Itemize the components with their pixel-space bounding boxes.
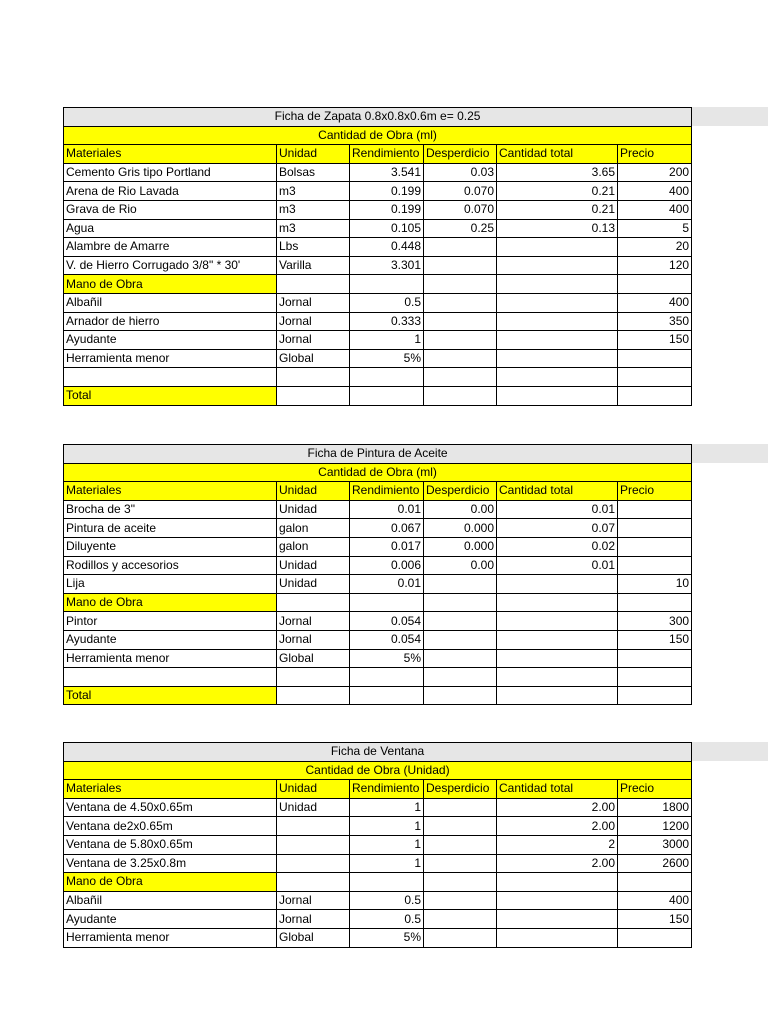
data-cell[interactable]: 0.070 [424, 200, 497, 219]
empty-cell[interactable] [350, 593, 424, 612]
table-row [64, 349, 692, 368]
empty-cell[interactable] [618, 873, 692, 892]
data-cell[interactable]: Jornal [277, 612, 350, 631]
data-cell[interactable] [497, 910, 618, 929]
data-cell[interactable] [424, 312, 497, 331]
sheet-ventana [63, 742, 692, 948]
table-row [64, 256, 692, 275]
table-row [64, 649, 692, 668]
data-cell[interactable]: 0.000 [424, 519, 497, 538]
data-cell[interactable]: 3000 [618, 835, 692, 854]
data-cell[interactable]: Alambre de Amarre [64, 238, 277, 257]
empty-cell[interactable] [497, 275, 618, 294]
data-cell[interactable]: galon [277, 519, 350, 538]
data-cell[interactable]: 1 [350, 854, 424, 873]
empty-cell[interactable] [350, 873, 424, 892]
table-title[interactable]: Ficha de Ventana [64, 743, 692, 762]
data-cell[interactable] [497, 256, 618, 275]
data-cell[interactable]: 0.199 [350, 182, 424, 201]
data-cell[interactable]: 150 [618, 630, 692, 649]
header-cell[interactable]: Materiales [64, 482, 277, 501]
data-cell[interactable]: 0.00 [424, 500, 497, 519]
header-cell[interactable]: Cantidad total [497, 780, 618, 799]
table-row [64, 200, 692, 219]
data-cell[interactable]: Herramienta menor [64, 928, 277, 947]
data-cell[interactable]: 2600 [618, 854, 692, 873]
header-cell[interactable]: Precio [618, 482, 692, 501]
data-cell[interactable]: Lbs [277, 238, 350, 257]
data-cell[interactable]: Ventana de 4.50x0.65m [64, 798, 277, 817]
data-cell[interactable] [424, 817, 497, 836]
data-cell[interactable]: Albañil [64, 293, 277, 312]
data-cell[interactable]: 5 [618, 219, 692, 238]
data-cell[interactable]: 0.03 [424, 163, 497, 182]
table-title[interactable]: Ficha de Zapata 0.8x0.8x0.6m e= 0.25 [64, 108, 692, 127]
empty-cell[interactable] [277, 873, 350, 892]
data-cell[interactable]: 1 [350, 817, 424, 836]
total-cell[interactable] [350, 686, 424, 705]
data-cell[interactable]: Agua [64, 219, 277, 238]
grey-band-1 [690, 107, 768, 126]
data-cell[interactable] [64, 668, 277, 687]
data-cell[interactable]: 0.067 [350, 519, 424, 538]
data-cell[interactable]: 0.054 [350, 630, 424, 649]
data-cell[interactable] [277, 817, 350, 836]
spreadsheet-table [63, 107, 692, 406]
data-cell[interactable] [424, 575, 497, 594]
table-row [64, 519, 692, 538]
data-cell[interactable]: 0.017 [350, 537, 424, 556]
table-row [64, 817, 692, 836]
data-cell[interactable]: Global [277, 928, 350, 947]
labor-section-label[interactable]: Mano de Obra [64, 275, 277, 294]
data-cell[interactable]: 200 [618, 163, 692, 182]
data-cell[interactable] [424, 928, 497, 947]
sheet-pintura-aceite [63, 444, 692, 705]
data-cell[interactable] [618, 928, 692, 947]
data-cell[interactable] [424, 612, 497, 631]
data-cell[interactable]: Cemento Gris tipo Portland [64, 163, 277, 182]
table-row [64, 556, 692, 575]
data-cell[interactable]: Ventana de2x0.65m [64, 817, 277, 836]
data-cell[interactable]: 1 [350, 331, 424, 350]
total-cell[interactable] [424, 686, 497, 705]
total-cell[interactable] [497, 686, 618, 705]
data-cell[interactable]: 0.01 [350, 500, 424, 519]
empty-cell[interactable] [497, 593, 618, 612]
data-cell[interactable]: Jornal [277, 630, 350, 649]
data-cell[interactable]: 1 [350, 835, 424, 854]
data-cell[interactable]: Ventana de 3.25x0.8m [64, 854, 277, 873]
header-cell[interactable]: Materiales [64, 145, 277, 164]
data-cell[interactable]: 0.01 [497, 500, 618, 519]
table-row [64, 891, 692, 910]
data-cell[interactable]: Ayudante [64, 910, 277, 929]
table-row [64, 163, 692, 182]
data-cell[interactable] [618, 349, 692, 368]
empty-cell[interactable] [277, 275, 350, 294]
data-cell[interactable] [497, 293, 618, 312]
data-cell[interactable]: 0.5 [350, 293, 424, 312]
data-cell[interactable] [618, 519, 692, 538]
data-cell[interactable]: 0.000 [424, 537, 497, 556]
data-cell[interactable] [618, 556, 692, 575]
data-cell[interactable] [424, 331, 497, 350]
data-cell[interactable]: 20 [618, 238, 692, 257]
data-cell[interactable]: Rodillos y accesorios [64, 556, 277, 575]
data-cell[interactable]: Grava de Rio [64, 200, 277, 219]
data-cell[interactable] [497, 612, 618, 631]
data-cell[interactable]: 350 [618, 312, 692, 331]
grey-band-3 [690, 742, 768, 761]
table-row [64, 500, 692, 519]
data-cell[interactable]: 400 [618, 200, 692, 219]
data-cell[interactable]: m3 [277, 200, 350, 219]
table-row [64, 668, 692, 687]
data-cell[interactable]: Unidad [277, 500, 350, 519]
table-row [64, 331, 692, 350]
data-cell[interactable]: galon [277, 537, 350, 556]
table-row [64, 537, 692, 556]
data-cell[interactable]: 400 [618, 182, 692, 201]
data-cell[interactable] [618, 368, 692, 387]
data-cell[interactable] [424, 649, 497, 668]
data-cell[interactable]: 300 [618, 612, 692, 631]
data-cell[interactable]: Albañil [64, 891, 277, 910]
data-cell[interactable]: V. de Hierro Corrugado 3/8" * 30' [64, 256, 277, 275]
data-cell[interactable]: 0.5 [350, 891, 424, 910]
header-cell[interactable]: Unidad [277, 780, 350, 799]
data-cell[interactable] [618, 668, 692, 687]
spreadsheet-table [63, 444, 692, 705]
table-row [64, 798, 692, 817]
header-cell[interactable]: Desperdicio [424, 780, 497, 799]
data-cell[interactable]: 5% [350, 349, 424, 368]
data-cell[interactable] [424, 293, 497, 312]
data-cell[interactable]: Arnador de hierro [64, 312, 277, 331]
data-cell[interactable] [618, 537, 692, 556]
data-cell[interactable] [497, 349, 618, 368]
data-cell[interactable]: Diluyente [64, 537, 277, 556]
data-cell[interactable]: 2.00 [497, 798, 618, 817]
data-cell[interactable]: 1 [350, 798, 424, 817]
data-cell[interactable]: Jornal [277, 312, 350, 331]
data-cell[interactable]: 0.01 [350, 575, 424, 594]
table-subtitle[interactable]: Cantidad de Obra (ml) [64, 126, 692, 145]
data-cell[interactable]: 0.105 [350, 219, 424, 238]
data-cell[interactable]: m3 [277, 219, 350, 238]
table-title[interactable]: Ficha de Pintura de Aceite [64, 445, 692, 464]
data-cell[interactable] [424, 256, 497, 275]
data-cell[interactable]: 0.333 [350, 312, 424, 331]
data-cell[interactable] [497, 649, 618, 668]
spreadsheet-table [63, 742, 692, 948]
empty-cell[interactable] [497, 873, 618, 892]
labor-section-label[interactable]: Mano de Obra [64, 873, 277, 892]
empty-cell[interactable] [424, 593, 497, 612]
empty-cell[interactable] [424, 873, 497, 892]
data-cell[interactable] [497, 368, 618, 387]
table-row [64, 612, 692, 631]
total-label[interactable]: Total [64, 386, 277, 405]
data-cell[interactable]: Global [277, 349, 350, 368]
data-cell[interactable]: 150 [618, 910, 692, 929]
data-cell[interactable] [424, 630, 497, 649]
data-cell[interactable] [497, 575, 618, 594]
data-cell[interactable]: 3.541 [350, 163, 424, 182]
data-cell[interactable]: Ayudante [64, 331, 277, 350]
sheet-zapata [63, 107, 692, 406]
data-cell[interactable]: 10 [618, 575, 692, 594]
total-cell[interactable] [350, 386, 424, 405]
data-cell[interactable]: 2.00 [497, 854, 618, 873]
data-cell[interactable] [497, 668, 618, 687]
empty-cell[interactable] [277, 593, 350, 612]
data-cell[interactable]: 150 [618, 331, 692, 350]
data-cell[interactable] [497, 928, 618, 947]
data-cell[interactable] [424, 349, 497, 368]
data-cell[interactable]: 1200 [618, 817, 692, 836]
data-cell[interactable]: 0.199 [350, 200, 424, 219]
total-cell[interactable] [277, 686, 350, 705]
table-subtitle[interactable]: Cantidad de Obra (ml) [64, 463, 692, 482]
empty-cell[interactable] [618, 275, 692, 294]
data-cell[interactable]: Jornal [277, 891, 350, 910]
data-cell[interactable] [618, 500, 692, 519]
header-cell[interactable]: Materiales [64, 780, 277, 799]
header-cell[interactable]: Rendimiento [350, 780, 424, 799]
data-cell[interactable]: Unidad [277, 575, 350, 594]
data-cell[interactable]: 5% [350, 928, 424, 947]
table-row [64, 238, 692, 257]
data-cell[interactable]: 0.21 [497, 200, 618, 219]
total-cell[interactable] [497, 386, 618, 405]
data-cell[interactable]: 1800 [618, 798, 692, 817]
header-cell[interactable]: Rendimiento [350, 145, 424, 164]
labor-section-label[interactable]: Mano de Obra [64, 593, 277, 612]
empty-cell[interactable] [350, 275, 424, 294]
data-cell[interactable]: 0.070 [424, 182, 497, 201]
data-cell[interactable] [424, 798, 497, 817]
grey-band-2 [690, 444, 768, 463]
data-cell[interactable]: Jornal [277, 910, 350, 929]
total-label[interactable]: Total [64, 686, 277, 705]
data-cell[interactable] [277, 835, 350, 854]
header-cell[interactable]: Precio [618, 780, 692, 799]
data-cell[interactable] [64, 368, 277, 387]
header-cell[interactable]: Cantidad total [497, 482, 618, 501]
data-cell[interactable]: Brocha de 3" [64, 500, 277, 519]
header-cell[interactable]: Desperdicio [424, 482, 497, 501]
data-cell[interactable]: 0.13 [497, 219, 618, 238]
header-cell[interactable]: Precio [618, 145, 692, 164]
data-cell[interactable]: 2 [497, 835, 618, 854]
data-cell[interactable] [424, 238, 497, 257]
data-cell[interactable] [497, 630, 618, 649]
header-cell[interactable]: Cantidad total [497, 145, 618, 164]
data-cell[interactable] [277, 854, 350, 873]
table-row [64, 312, 692, 331]
data-cell[interactable]: 400 [618, 891, 692, 910]
data-cell[interactable]: 5% [350, 649, 424, 668]
data-cell[interactable]: 0.054 [350, 612, 424, 631]
data-cell[interactable]: m3 [277, 182, 350, 201]
data-cell[interactable]: 0.448 [350, 238, 424, 257]
data-cell[interactable] [350, 368, 424, 387]
data-cell[interactable] [424, 368, 497, 387]
data-cell[interactable]: 3.301 [350, 256, 424, 275]
data-cell[interactable]: Unidad [277, 556, 350, 575]
data-cell[interactable] [277, 668, 350, 687]
data-cell[interactable]: 400 [618, 293, 692, 312]
data-cell[interactable]: Unidad [277, 798, 350, 817]
data-cell[interactable] [424, 854, 497, 873]
header-cell[interactable]: Unidad [277, 482, 350, 501]
data-cell[interactable]: 0.5 [350, 910, 424, 929]
empty-cell[interactable] [424, 275, 497, 294]
table-row [64, 835, 692, 854]
data-cell[interactable]: 0.21 [497, 182, 618, 201]
data-cell[interactable] [424, 835, 497, 854]
data-cell[interactable]: 0.00 [424, 556, 497, 575]
data-cell[interactable]: Jornal [277, 293, 350, 312]
data-cell[interactable] [497, 312, 618, 331]
table-row [64, 910, 692, 929]
data-cell[interactable]: 0.02 [497, 537, 618, 556]
table-row [64, 182, 692, 201]
data-cell[interactable]: 0.006 [350, 556, 424, 575]
data-cell[interactable]: Arena de Rio Lavada [64, 182, 277, 201]
total-cell[interactable] [618, 386, 692, 405]
data-cell[interactable]: Global [277, 649, 350, 668]
table-row [64, 630, 692, 649]
data-cell[interactable]: 120 [618, 256, 692, 275]
data-cell[interactable] [497, 331, 618, 350]
table-row [64, 928, 692, 947]
data-cell[interactable]: Jornal [277, 331, 350, 350]
data-cell[interactable]: Pintura de aceite [64, 519, 277, 538]
data-cell[interactable] [618, 649, 692, 668]
table-row [64, 854, 692, 873]
total-cell[interactable] [277, 386, 350, 405]
data-cell[interactable]: 0.01 [497, 556, 618, 575]
data-cell[interactable]: Varilla [277, 256, 350, 275]
data-cell[interactable]: 0.25 [424, 219, 497, 238]
data-cell[interactable] [424, 910, 497, 929]
data-cell[interactable]: Herramienta menor [64, 649, 277, 668]
data-cell[interactable] [424, 668, 497, 687]
header-cell[interactable]: Desperdicio [424, 145, 497, 164]
data-cell[interactable] [424, 891, 497, 910]
total-cell[interactable] [618, 686, 692, 705]
total-cell[interactable] [424, 386, 497, 405]
empty-cell[interactable] [618, 593, 692, 612]
table-row [64, 219, 692, 238]
data-cell[interactable] [497, 891, 618, 910]
data-cell[interactable]: 0.07 [497, 519, 618, 538]
data-cell[interactable]: Pintor [64, 612, 277, 631]
data-cell[interactable]: 3.65 [497, 163, 618, 182]
data-cell[interactable]: 2.00 [497, 817, 618, 836]
table-row [64, 368, 692, 387]
data-cell[interactable]: Herramienta menor [64, 349, 277, 368]
table-subtitle[interactable]: Cantidad de Obra (Unidad) [64, 761, 692, 780]
table-row [64, 575, 692, 594]
data-cell[interactable]: Lija [64, 575, 277, 594]
data-cell[interactable]: Ayudante [64, 630, 277, 649]
data-cell[interactable] [277, 368, 350, 387]
header-cell[interactable]: Unidad [277, 145, 350, 164]
table-row [64, 293, 692, 312]
data-cell[interactable] [350, 668, 424, 687]
data-cell[interactable]: Bolsas [277, 163, 350, 182]
data-cell[interactable] [497, 238, 618, 257]
data-cell[interactable]: Ventana de 5.80x0.65m [64, 835, 277, 854]
header-cell[interactable]: Rendimiento [350, 482, 424, 501]
